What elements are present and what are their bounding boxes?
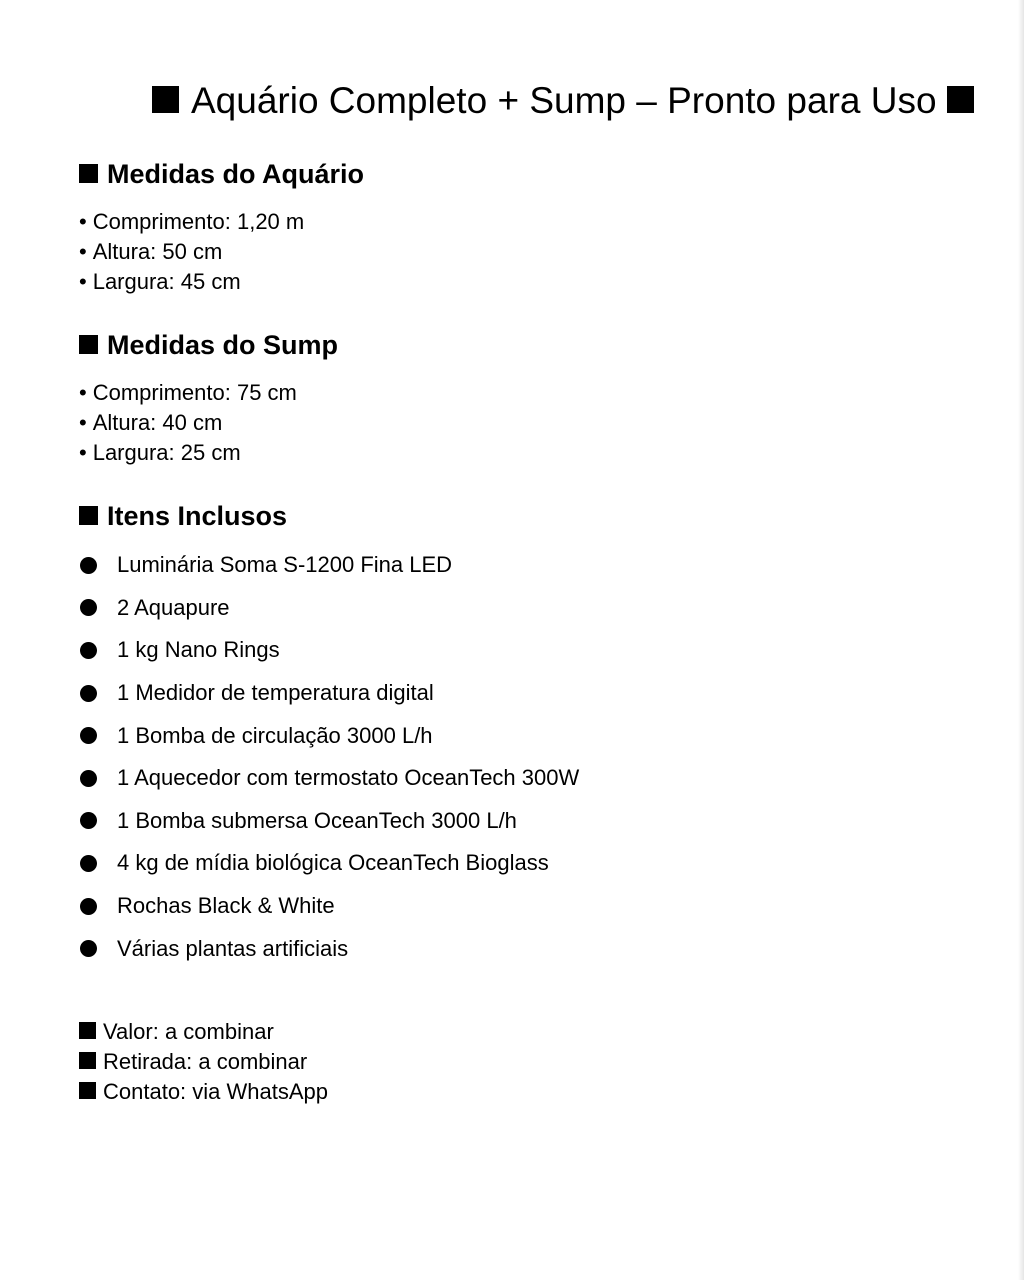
- footer-item-contato: [79, 1077, 328, 1107]
- bullet-icon: •: [79, 380, 87, 405]
- list-item: [79, 237, 304, 267]
- list-item: [79, 267, 304, 297]
- section-heading-sump: [79, 328, 338, 362]
- footer-item-valor: [79, 1017, 328, 1047]
- page-edge-shadow: [1018, 0, 1024, 1280]
- black-square-icon: [79, 164, 98, 183]
- list-item: [79, 587, 579, 630]
- list-item-text: 1 Bomba submersa OceanTech 3000 L/h: [117, 807, 517, 833]
- list-item: [79, 629, 579, 672]
- list-item: [79, 800, 579, 843]
- list-item-text: Altura: 40 cm: [92, 410, 223, 435]
- black-square-icon: [79, 1082, 96, 1099]
- black-circle-icon: [80, 599, 97, 616]
- black-square-icon: [79, 1022, 96, 1039]
- list-item: [79, 842, 579, 885]
- list-item: [79, 438, 297, 468]
- black-circle-icon: [80, 898, 97, 915]
- list-item-text: Luminária Soma S-1200 Fina LED: [117, 552, 453, 578]
- list-item-text: Várias plantas artificiais: [117, 935, 349, 961]
- sump-measurements-list: [79, 378, 297, 468]
- bullet-icon: •: [79, 410, 87, 435]
- black-square-icon: [79, 506, 98, 525]
- black-circle-icon: [80, 855, 97, 872]
- black-circle-icon: [80, 940, 97, 957]
- black-circle-icon: [80, 685, 97, 702]
- footer-item-retirada: [79, 1047, 328, 1077]
- section-heading-aquario: [79, 157, 364, 191]
- list-item: [79, 378, 297, 408]
- included-items-list: [79, 544, 579, 970]
- page-title: [152, 78, 1012, 124]
- list-item-text: 1 kg Nano Rings: [117, 637, 280, 663]
- footer-info-list: [79, 1017, 328, 1107]
- list-item: [79, 207, 304, 237]
- list-item: [79, 672, 579, 715]
- black-circle-icon: [80, 727, 97, 744]
- list-item-text: 1 Bomba de circulação 3000 L/h: [117, 722, 433, 748]
- black-circle-icon: [80, 557, 97, 574]
- footer-item-text: Retirada: a combinar: [103, 1049, 308, 1074]
- list-item: [79, 927, 579, 970]
- page-title-text: Aquário Completo + Sump – Pronto para Uso: [191, 80, 937, 121]
- bullet-icon: •: [79, 239, 87, 264]
- list-item-text: 4 kg de mídia biológica OceanTech Bioglass: [117, 850, 549, 876]
- black-square-icon: [79, 1052, 96, 1069]
- list-item: [79, 408, 297, 438]
- black-square-icon: [152, 86, 179, 113]
- footer-item-text: Valor: a combinar: [103, 1019, 274, 1044]
- list-item-text: Comprimento: 1,20 m: [92, 209, 305, 234]
- list-item: [79, 714, 579, 757]
- list-item-text: Comprimento: 75 cm: [92, 380, 297, 405]
- bullet-icon: •: [79, 269, 87, 294]
- bullet-icon: •: [79, 209, 87, 234]
- black-circle-icon: [80, 770, 97, 787]
- footer-item-text: Contato: via WhatsApp: [103, 1079, 329, 1104]
- list-item-text: 1 Medidor de temperatura digital: [117, 680, 434, 706]
- black-square-icon: [79, 335, 98, 354]
- bullet-icon: •: [79, 440, 87, 465]
- black-circle-icon: [80, 642, 97, 659]
- section-heading-text: Medidas do Aquário: [107, 159, 365, 189]
- black-circle-icon: [80, 812, 97, 829]
- aquario-measurements-list: [79, 207, 304, 297]
- list-item-text: Altura: 50 cm: [92, 239, 223, 264]
- black-square-icon: [947, 86, 974, 113]
- list-item-text: 2 Aquapure: [117, 594, 230, 620]
- section-heading-text: Itens Inclusos: [107, 501, 288, 531]
- list-item-text: Largura: 45 cm: [92, 269, 241, 294]
- list-item-text: 1 Aquecedor com termostato OceanTech 300W: [117, 765, 580, 791]
- list-item: [79, 885, 579, 928]
- section-heading-inclusos: [79, 499, 287, 533]
- list-item-text: Largura: 25 cm: [92, 440, 241, 465]
- list-item: [79, 757, 579, 800]
- list-item-text: Rochas Black & White: [117, 893, 335, 919]
- list-item: [79, 544, 579, 587]
- section-heading-text: Medidas do Sump: [107, 330, 339, 360]
